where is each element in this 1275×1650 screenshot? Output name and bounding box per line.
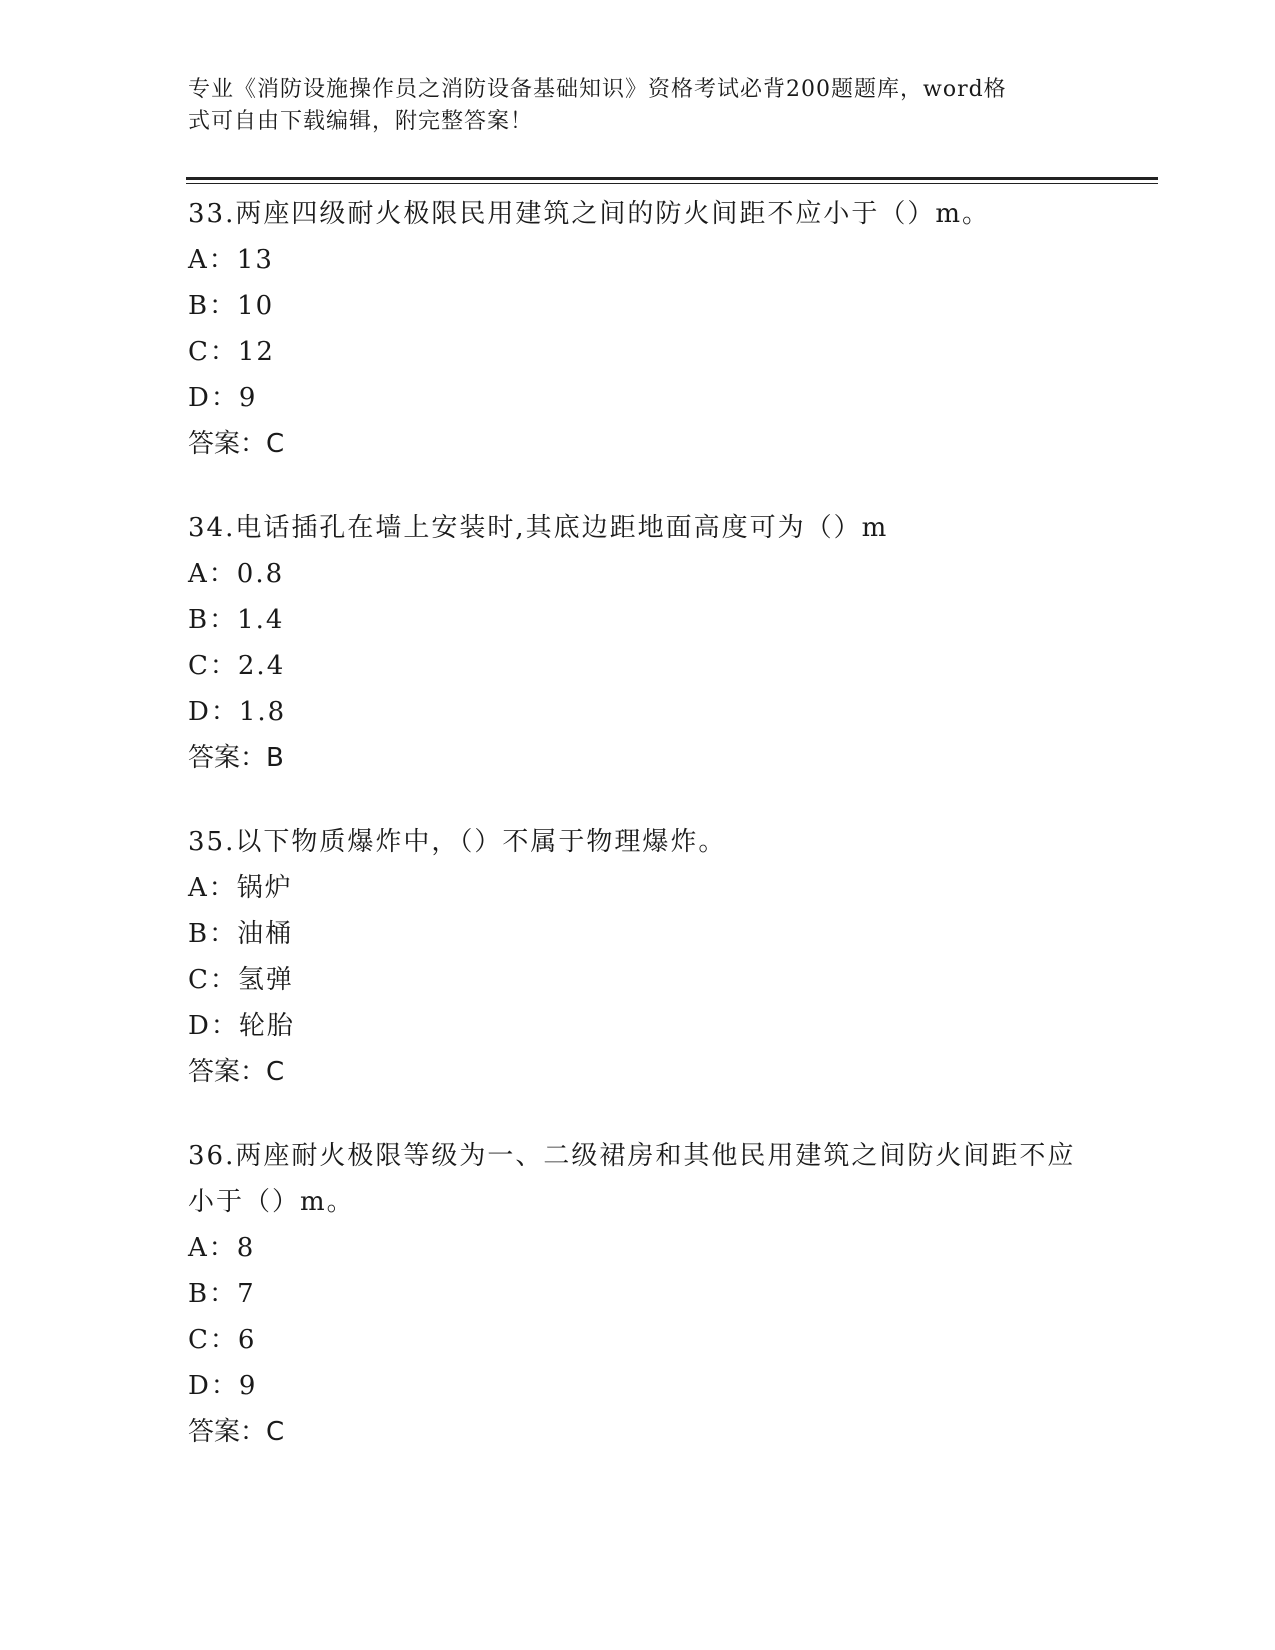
option-b: B：油桶 [188,919,294,949]
option-c: C：氢弹 [188,965,294,995]
question-text: 34.电话插孔在墙上安装时,其底边距地面高度可为（）m [188,513,889,543]
document-header [188,74,1068,138]
question-36 [188,1133,1088,1455]
option-b: B：10 [188,291,275,321]
header-divider-thin [186,183,1158,184]
option-d: D：1.8 [188,697,287,727]
option-a: A：13 [188,245,274,275]
question-34 [188,505,1088,781]
question-list [188,191,1088,1493]
option-c: C：6 [188,1325,257,1355]
option-c: C：2.4 [188,651,286,681]
answer: 答案：C [188,1417,285,1447]
answer: 答案：C [188,1057,285,1087]
header-line-1: 专业《消防设施操作员之消防设备基础知识》资格考试必背200题题库，word格 [188,77,1007,102]
option-a: A：8 [188,1233,256,1263]
option-c: C：12 [188,337,275,367]
option-d: D：9 [188,383,258,413]
answer: 答案：C [188,429,285,459]
option-d: D：9 [188,1371,258,1401]
header-divider [186,177,1158,180]
question-text: 35.以下物质爆炸中，（）不属于物理爆炸。 [188,827,727,857]
question-text: 33.两座四级耐火极限民用建筑之间的防火间距不应小于（）m。 [188,199,991,229]
option-a: A：锅炉 [188,873,293,903]
option-b: B：7 [188,1279,256,1309]
answer: 答案：B [188,743,284,773]
header-line-2: 式可自由下载编辑，附完整答案！ [188,109,534,134]
option-b: B：1.4 [188,605,285,635]
question-33 [188,191,1088,467]
question-text: 36.两座耐火极限等级为一、二级裙房和其他民用建筑之间防火间距不应小于（）m。 [188,1141,1076,1217]
option-a: A：0.8 [188,559,285,589]
question-35 [188,819,1088,1095]
option-d: D：轮胎 [188,1011,295,1041]
